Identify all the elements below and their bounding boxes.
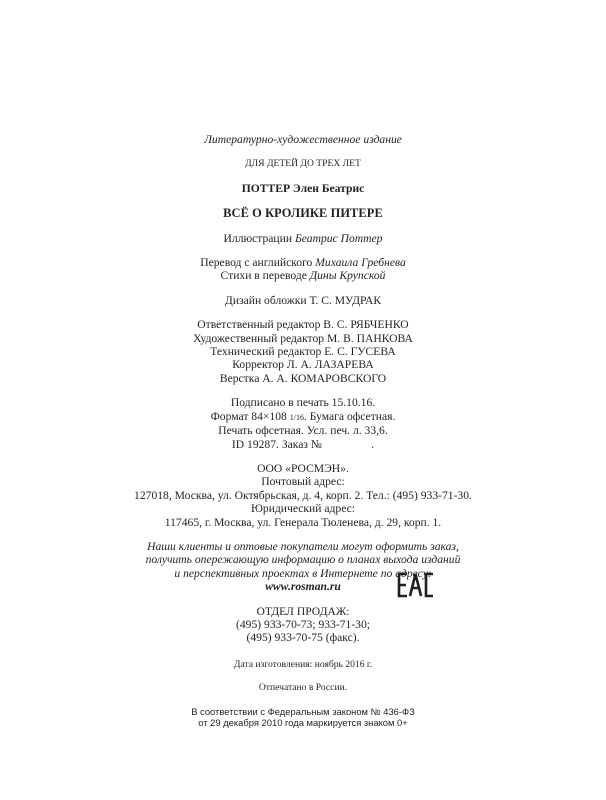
age-group: ДЛЯ ДЕТЕЙ ДО ТРЕХ ЛЕТ bbox=[245, 158, 361, 170]
legal-address: 117465, г. Москва, ул. Генерала Тюленева, д. 29, корп. 1. bbox=[164, 515, 442, 529]
editor-line: Технический редактор Е. С. ГУСЕВА bbox=[210, 345, 396, 359]
sales-department-label: ОТДЕЛ ПРОДАЖ: bbox=[256, 604, 350, 618]
translation-name: Михаила Гребнева bbox=[315, 256, 406, 270]
edition-type: Литературно-художественное издание bbox=[204, 133, 402, 146]
format-fraction: 1/16 bbox=[289, 412, 304, 422]
cover-design-credit: Дизайн обложки Т. С. МУДРАК bbox=[224, 293, 382, 307]
clients-line: Наши клиенты и оптовые покупатели могут оформить заказ, bbox=[147, 539, 459, 553]
order-number: ID 19287. Заказ № . bbox=[231, 437, 375, 451]
poems-prefix: Стихи в переводе bbox=[220, 269, 310, 283]
printed-in: Отпечатано в России. bbox=[258, 682, 348, 694]
signed-to-print: Подписано в печать 15.10.16. bbox=[230, 396, 376, 410]
printing-info: Печать офсетная. Усл. печ. л. 33,6. bbox=[218, 424, 388, 438]
illustrations-name: Беатрис Поттер bbox=[294, 231, 383, 245]
poems-credit bbox=[110, 269, 496, 282]
postal-address-label: Почтовый адрес: bbox=[261, 475, 345, 489]
editor-line: Ответственный редактор В. С. РЯБЧЕНКО bbox=[197, 318, 409, 332]
format-suffix: . Бумага офсетная. bbox=[303, 409, 396, 423]
publisher-name: ООО «РОСМЭН». bbox=[257, 461, 349, 475]
eac-mark-icon bbox=[397, 572, 435, 598]
sales-phones: (495) 933-70-73; 933-71-30; bbox=[236, 617, 370, 631]
book-title: ВСЁ О КРОЛИКЕ ПИТЕРЕ bbox=[223, 206, 383, 221]
poems-name: Дины Крупской bbox=[309, 269, 386, 283]
law-notice: от 29 декабря 2010 года маркируется знаком 0+ bbox=[198, 716, 408, 728]
translation-prefix: Перевод с английского bbox=[200, 256, 316, 270]
clients-line: и перспективных проектах в Интернете по адресу: bbox=[174, 566, 432, 580]
website-url[interactable]: www.rosman.ru bbox=[265, 580, 341, 594]
illustrations-credit bbox=[110, 232, 496, 245]
editor-line: Корректор Л. А. ЛАЗАРЕВА bbox=[232, 358, 374, 372]
editor-line: Художественный редактор М. В. ПАНКОВА bbox=[193, 331, 413, 345]
legal-address-label: Юридический адрес: bbox=[250, 502, 356, 516]
manufacture-date: Дата изготовления: ноябрь 2016 г. bbox=[233, 658, 373, 670]
author-name: ПОТТЕР Элен Беатрис bbox=[241, 181, 365, 195]
postal-address: 127018, Москва, ул. Октябрьская, д. 4, корп. 2. Тел.: (495) 933-71-30. bbox=[134, 488, 472, 502]
print-format bbox=[110, 410, 496, 424]
sales-phones-fax: (495) 933-70-75 (факс). bbox=[246, 631, 360, 645]
law-notice: В соответствии с Федеральным законом № 436-ФЗ bbox=[191, 705, 415, 717]
clients-line: получить опережающую информацию о планах выхода изданий bbox=[145, 553, 461, 567]
imprint-column bbox=[110, 133, 496, 728]
format-prefix: Формат 84×108 bbox=[210, 409, 290, 423]
translation-credit bbox=[110, 256, 496, 269]
editor-line: Верстка А. А. КОМАРОВСКОГО bbox=[219, 371, 387, 385]
illustrations-prefix: Иллюстрации bbox=[223, 231, 295, 245]
